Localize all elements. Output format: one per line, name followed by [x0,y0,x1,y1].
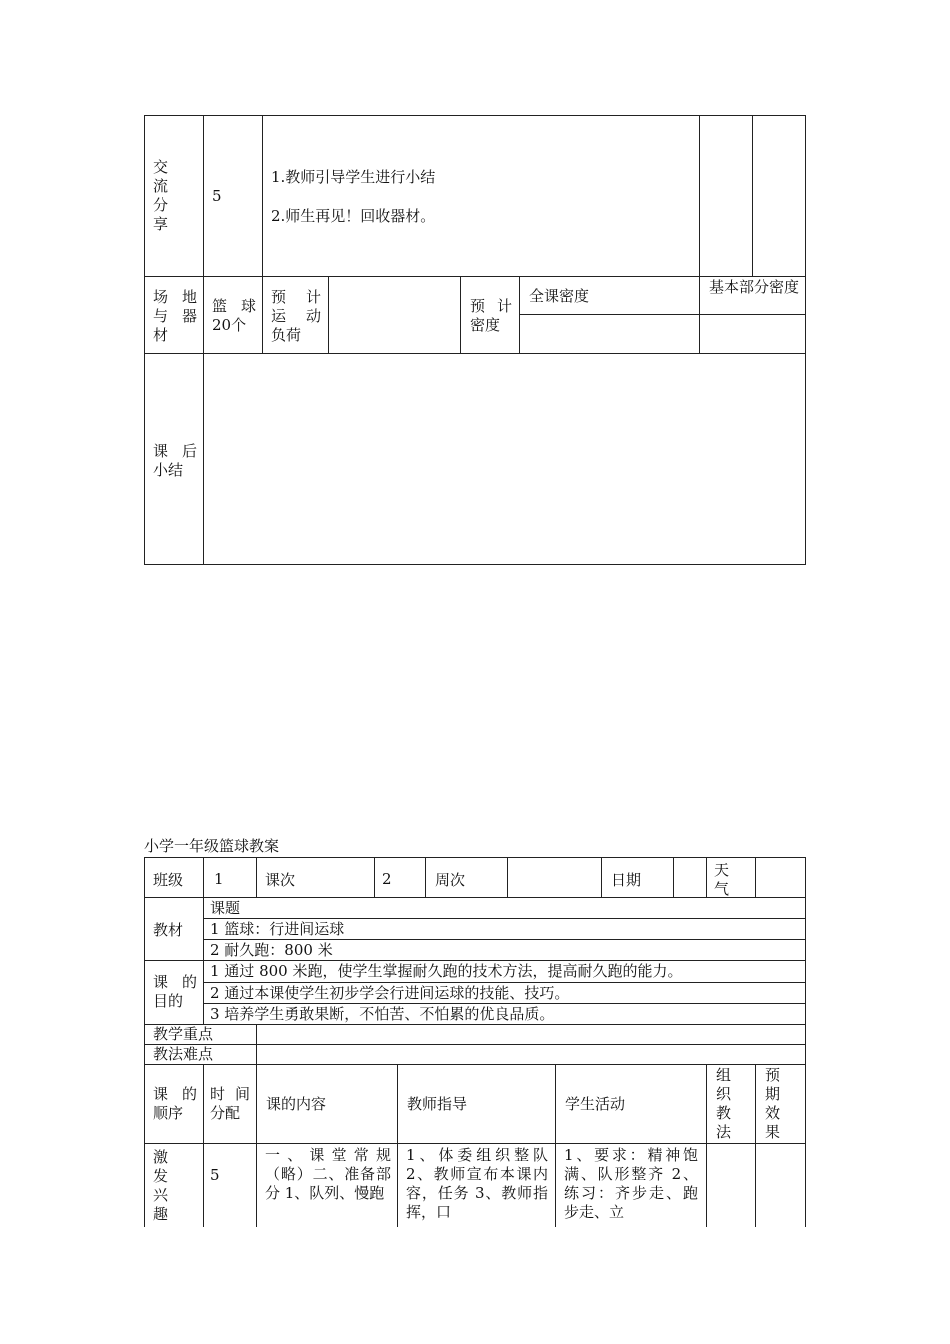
header-effect: 预期效果 [765,1066,781,1141]
difficulty-label: 教法难点 [153,1045,214,1063]
row1-student: 1、要求：精神饱满、队形整齐 2、练习：齐步走、跑步走、立 [564,1146,698,1221]
summary-time: 5 [212,187,222,205]
lesson-value: 2 [382,870,392,888]
header-organization: 组织教法 [716,1066,732,1141]
goal-3: 3 培养学生勇敢果断，不怕苦、不怕累的优良品质。 [210,1005,555,1023]
goal-label: 课 的 目的 [153,973,197,1010]
density-label: 预 计 密度 [470,297,512,334]
header-teacher: 教师指导 [407,1095,468,1113]
summary-stage-label: 交流分享 [153,158,169,233]
doc-title: 小学一年级篮球教案 [144,837,280,855]
class-value: 1 [214,870,224,888]
header-content: 课的内容 [266,1095,327,1113]
material-label: 教材 [153,921,184,939]
venue-value: 篮 球 20个 [212,297,256,334]
goal-2: 2 通过本课使学生初步学会行进间运球的技能、技巧。 [210,984,570,1002]
header-student: 学生活动 [565,1095,626,1113]
summary-line-1: 1.教师引导学生进行小结 [271,168,436,186]
weather-label: 天气 [714,861,730,898]
topic-2: 2 耐久跑：800 米 [210,941,333,959]
lesson-label: 课次 [265,871,296,889]
row1-teacher: 1、体委组织整队 2、教师宣布本课内容，任务 3、教师指挥，口 [406,1146,548,1221]
topic-label: 课题 [210,899,241,917]
topic-1: 1 篮球：行进间运球 [210,920,345,938]
whole-density-label: 全课密度 [529,287,590,305]
date-label: 日期 [611,871,642,889]
week-label: 周次 [435,871,466,889]
row1-order: 激发兴趣 [153,1148,169,1223]
class-label: 班级 [153,871,184,889]
row1-time: 5 [210,1166,220,1184]
venue-label: 场 地 与 器 材 [153,288,197,344]
header-time: 时 间 分配 [210,1085,250,1122]
header-order: 课 的 顺序 [153,1085,197,1122]
row1-content: 一、课堂常规（略）二、准备部分 1、队列、慢跑 [265,1146,391,1202]
basic-density-label: 基本部分密度 [709,278,800,296]
key-point-label: 教学重点 [153,1025,214,1043]
goal-1: 1 通过 800 米跑，使学生掌握耐久跑的技术方法，提高耐久跑的能力。 [210,962,683,980]
summary-line-2: 2.师生再见！回收器材。 [271,207,436,225]
load-label: 预 计 运 动 负荷 [271,288,321,344]
afterclass-label: 课 后 小结 [153,442,197,479]
